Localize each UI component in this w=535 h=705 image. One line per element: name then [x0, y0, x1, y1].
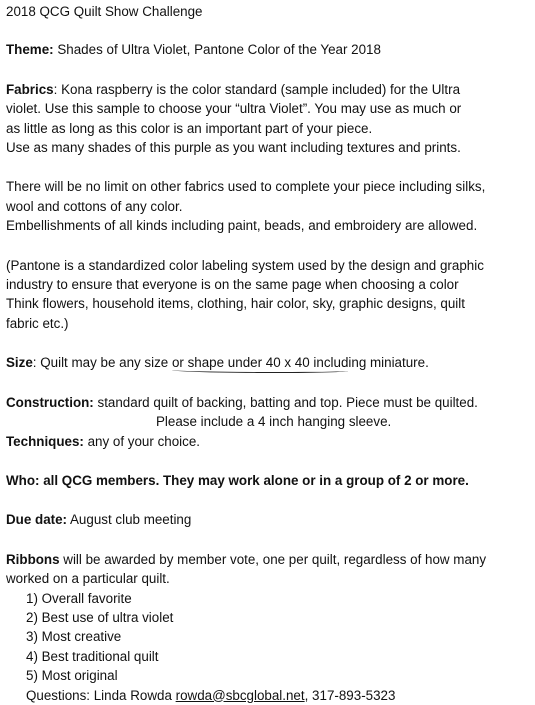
pantone-line-3: Think flowers, household items, clothing, hair color, sky, graphic designs, quilt [6, 296, 465, 312]
award-item: 4) Best traditional quilt [26, 648, 159, 664]
who-text: all QCG members. They may work alone or in a group of 2 or more. [39, 472, 469, 488]
construction-text: standard quilt of backing, batting and top. Piece must be quilted. [93, 394, 478, 410]
techniques-text: any of your choice. [83, 433, 200, 449]
fabrics-text-1: : Kona raspberry is the color standard (sample included) for the Ultra [53, 81, 461, 97]
questions-line [6, 686, 533, 705]
ribbons-text: will be awarded by member vote, one per quilt, regardless of how many [59, 551, 487, 567]
theme-text: Shades of Ultra Violet, Pantone Color of the Year 2018 [57, 42, 381, 58]
due-date-text: August club meeting [67, 512, 192, 528]
award-item: 2) Best use of ultra violet [26, 609, 174, 625]
fabrics-label: Fabrics [6, 81, 54, 97]
other-line-2: wool and cottons of any color. [6, 198, 183, 214]
other-line-1: There will be no limit on other fabrics used to complete your piece including silks, [6, 179, 486, 195]
construction-line-2: Please include a 4 inch hanging sleeve. [156, 414, 392, 430]
email-link[interactable]: rowda@sbcglobal.net [175, 687, 305, 703]
award-list [6, 589, 533, 686]
who-line [6, 471, 533, 490]
size-line [6, 353, 533, 372]
fabrics-line-2: violet. Use this sample to choose your “ultra Violet”. You may use as much or [6, 101, 462, 117]
document-title: 2018 QCG Quilt Show Challenge [6, 4, 203, 19]
ribbons-label: Ribbons [6, 551, 60, 567]
ribbons-line-2: worked on a particular quilt. [6, 571, 170, 587]
fabrics-section [6, 80, 533, 158]
pantone-line-4: fabric etc.) [6, 315, 69, 331]
fabrics-line-1 [6, 80, 533, 99]
fabrics-line-3: as little as long as this color is an important part of your piece. [6, 120, 373, 136]
techniques-label: Techniques: [6, 433, 84, 449]
who-label: Who: [6, 472, 40, 488]
other-line-3: Embellishments of all kinds including paint, beads, and embroidery are allowed. [6, 218, 478, 234]
pantone-section [6, 256, 533, 334]
due-date-line [6, 510, 533, 529]
techniques-line [6, 432, 533, 451]
handwritten-underline [172, 368, 348, 373]
questions-label: Questions: Linda Rowda [26, 687, 176, 703]
theme-label: Theme: [6, 42, 54, 58]
size-underlined [172, 355, 348, 370]
ribbons-section [6, 550, 533, 705]
phone-number: , 317-893-5323 [304, 687, 396, 703]
ribbons-line-1 [6, 550, 533, 569]
due-date-label: Due date: [6, 512, 68, 528]
challenge-document [6, 2, 533, 705]
award-item: 5) Most original [26, 668, 118, 684]
pantone-line-2: industry to ensure that everyone is on the same page when choosing a color [6, 277, 459, 293]
theme-line [6, 40, 533, 59]
pantone-line-1: (Pantone is a standardized color labeling system used by the design and graphic [6, 257, 484, 273]
size-post: ing miniature. [348, 355, 429, 371]
size-underlined-text: or shape under 40 x 40 includ [171, 355, 349, 371]
size-label: Size [6, 355, 33, 371]
fabrics-line-4: Use as many shades of this purple as you want including textures and prints. [6, 140, 461, 156]
other-fabrics-section [6, 177, 533, 235]
award-item: 3) Most creative [26, 629, 122, 645]
construction-line-1 [6, 393, 533, 412]
size-pre: : Quilt may be any size [32, 355, 172, 371]
award-item: 1) Overall favorite [26, 590, 132, 606]
construction-label: Construction: [6, 394, 94, 410]
construction-section [6, 393, 533, 451]
